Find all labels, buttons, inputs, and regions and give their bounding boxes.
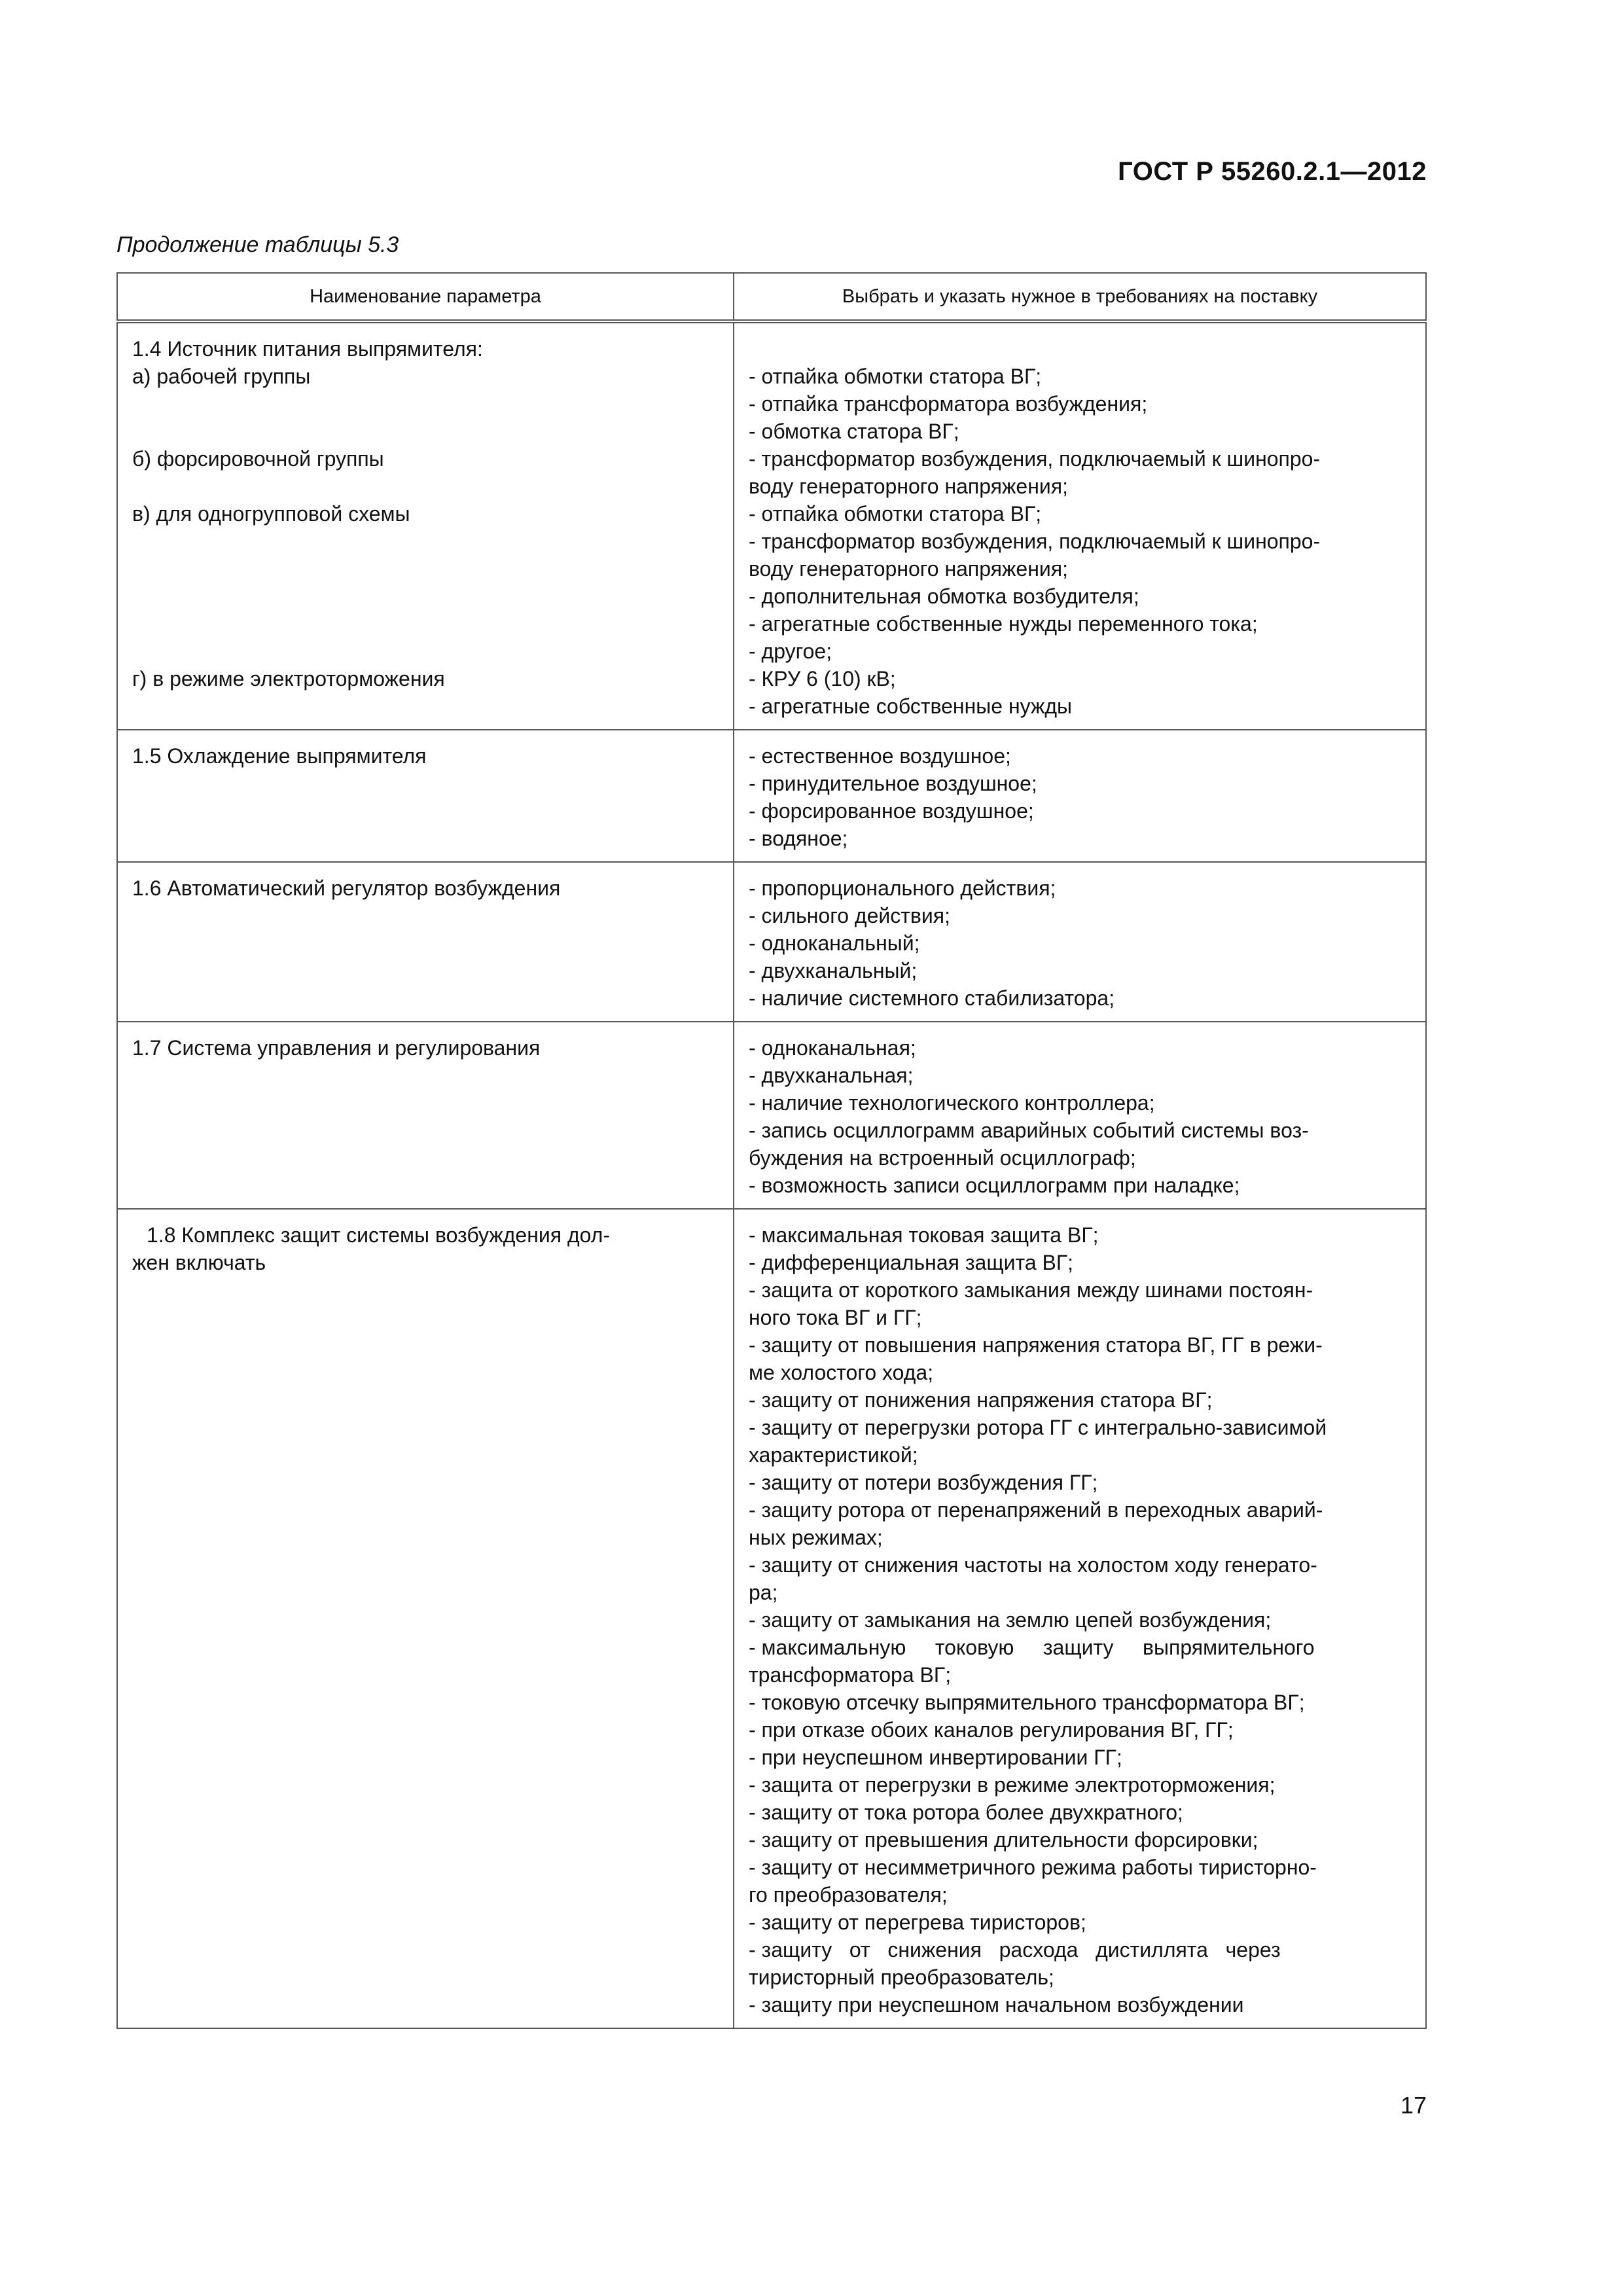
parameter-line: г) в режиме электроторможения [132,667,445,691]
options-cell [734,1209,1426,2028]
table-row [117,1022,1426,1209]
option-line: - защиту ротора от перенапряжений в переходных аварий- [749,1498,1323,1522]
option-line: - двухканальный; [749,959,918,982]
option-line: - защиту от замыкания на землю цепей возбуждения; [749,1608,1272,1632]
table-row [117,321,1426,730]
option-line: тиристорный преобразователь; [749,1965,1054,1989]
option-line: - другое; [749,639,832,663]
option-line: - защиту от повышения напряжения статора ВГ, ГГ в режи- [749,1333,1323,1357]
column-header-parameter: Наименование параметра [117,273,734,321]
option-line: воду генераторного напряжения; [749,557,1068,581]
parameter-line: а) рабочей группы [132,365,311,388]
parameter-line: 1.4 Источник питания выпрямителя: [132,337,483,361]
option-line: - защиту от превышения длительности форсировки; [749,1828,1258,1852]
option-line: - КРУ 6 (10) кВ; [749,667,896,691]
option-line: ного тока ВГ и ГГ; [749,1306,922,1329]
parameter-cell [117,730,734,862]
option-line: трансформатора ВГ; [749,1663,952,1687]
parameter-cell [117,1022,734,1209]
option-line: - дополнительная обмотка возбудителя; [749,584,1139,608]
parameter-cell [117,1209,734,2028]
option-line: - агрегатные собственные нужды переменного тока; [749,612,1258,636]
table-row [117,862,1426,1022]
parameter-line: 1.6 Автоматический регулятор возбуждения [132,876,561,900]
page-number: 17 [1400,2092,1427,2119]
option-line: ра; [749,1581,778,1604]
option-line: - одноканальный; [749,931,920,955]
parameters-table [116,272,1427,2029]
parameter-line: жен включать [132,1251,266,1274]
option-line: - при неуспешном инвертировании ГГ; [749,1746,1122,1769]
option-line: - отпайка обмотки статора ВГ; [749,502,1042,526]
parameter-line: б) форсировочной группы [132,447,384,471]
option-line: - защита от короткого замыкания между шинами постоян- [749,1278,1313,1302]
option-line: - токовую отсечку выпрямительного трансформатора ВГ; [749,1691,1305,1714]
table-row [117,730,1426,862]
option-line: - принудительное воздушное; [749,772,1037,795]
options-cell [734,730,1426,862]
option-line: - защиту от снижения расхода дистиллята через [749,1938,1281,1962]
table-header-row [117,273,1426,321]
option-line: - наличие технологического контроллера; [749,1091,1155,1115]
option-line: воду генераторного напряжения; [749,475,1068,498]
option-line: - сильного действия; [749,904,950,927]
parameter-cell [117,321,734,730]
column-header-options: Выбрать и указать нужное в требованиях на поставку [734,273,1426,321]
parameter-line: 1.7 Система управления и регулирования [132,1036,541,1060]
option-line: - защиту при неуспешном начальном возбуждении [749,1993,1244,2017]
option-line: - защиту от тока ротора более двухкратного; [749,1801,1183,1824]
option-line: - защиту от перегрева тиристоров; [749,1910,1086,1934]
option-line: - максимальная токовая защита ВГ; [749,1223,1099,1247]
option-line: - пропорционального действия; [749,876,1056,900]
option-line: - защита от перегрузки в режиме электроторможения; [749,1773,1275,1797]
option-line: - естественное воздушное; [749,744,1011,768]
option-line: - отпайка трансформатора возбуждения; [749,392,1148,416]
parameter-line: 1.5 Охлаждение выпрямителя [132,744,427,768]
option-line: - трансформатор возбуждения, подключаемый к шинопро- [749,529,1321,553]
option-line: - защиту от потери возбуждения ГГ; [749,1471,1098,1494]
option-line: - наличие системного стабилизатора; [749,986,1115,1010]
option-line: - защиту от понижения напряжения статора ВГ; [749,1388,1213,1412]
option-line: - водяное; [749,827,848,850]
option-line: го преобразователя; [749,1883,948,1907]
option-line: - трансформатор возбуждения, подключаемый к шинопро- [749,447,1321,471]
option-line: характеристикой; [749,1443,918,1467]
parameter-cell [117,862,734,1022]
option-line: - защиту от снижения частоты на холостом ходу генерато- [749,1553,1317,1577]
parameter-line: в) для одногрупповой схемы [132,502,410,526]
option-line: - форсированное воздушное; [749,799,1034,823]
option-line: - запись осциллограмм аварийных событий системы воз- [749,1119,1309,1142]
option-line: - агрегатные собственные нужды [749,694,1073,718]
option-line: ме холостого хода; [749,1361,934,1384]
option-line: - двухканальная; [749,1064,914,1087]
option-line: - максимальную токовую защиту выпрямительного [749,1636,1315,1659]
option-line: - защиту от несимметричного режима работы тиристорно- [749,1856,1317,1879]
option-line: - одноканальная; [749,1036,916,1060]
option-line: - при отказе обоих каналов регулирования ВГ, ГГ; [749,1718,1234,1742]
option-line: буждения на встроенный осциллограф; [749,1146,1136,1170]
standard-number: ГОСТ Р 55260.2.1—2012 [1118,157,1427,186]
options-cell [734,1022,1426,1209]
table-continuation-caption: Продолжение таблицы 5.3 [116,232,399,257]
table-row [117,1209,1426,2028]
option-line: - обмотка статора ВГ; [749,420,959,443]
options-cell [734,321,1426,730]
option-line: - отпайка обмотки статора ВГ; [749,365,1042,388]
parameter-line: 1.8 Комплекс защит системы возбуждения дол- [147,1223,611,1247]
option-line: - возможность записи осциллограмм при наладке; [749,1174,1240,1197]
option-line: - дифференциальная защита ВГ; [749,1251,1074,1274]
options-cell [734,862,1426,1022]
option-line: ных режимах; [749,1526,883,1549]
option-line: - защиту от перегрузки ротора ГГ с интегрально-зависимой [749,1416,1327,1439]
